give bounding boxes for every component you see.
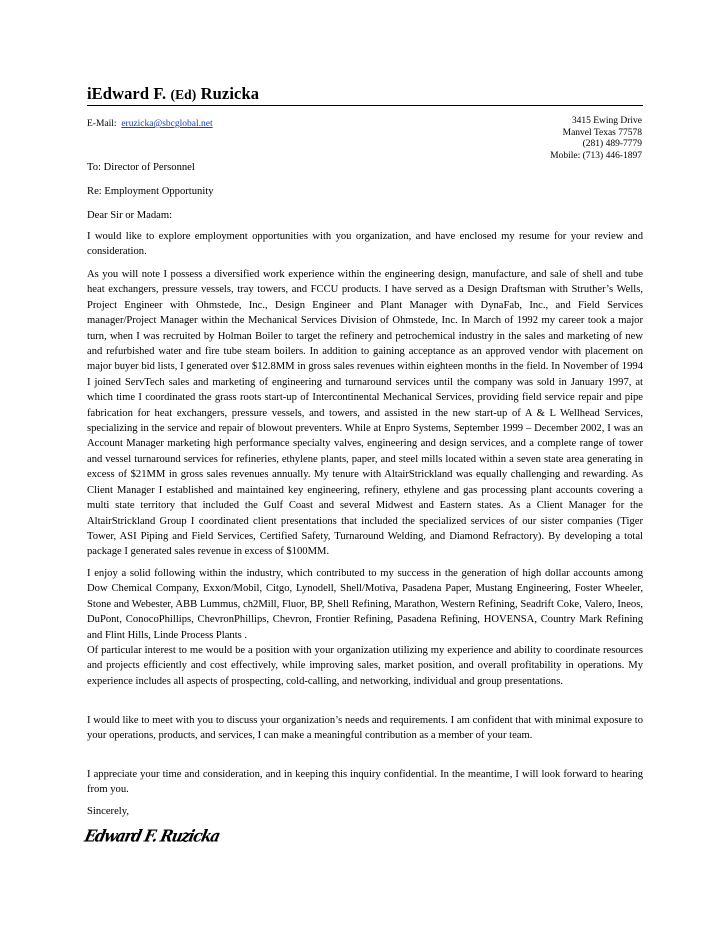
to-line: To: Director of Personnel: [87, 162, 195, 173]
paragraph-closing: [87, 767, 643, 798]
name-prefix: iEdward F.: [87, 84, 171, 103]
name-surname: Ruzicka: [196, 84, 260, 103]
paragraph-intro: [87, 229, 643, 260]
paragraph-interest: [87, 643, 643, 689]
address-city: Manvel Texas 77578: [562, 127, 642, 138]
address-mobile: Mobile: (713) 446-1897: [550, 150, 642, 161]
sender-name: [87, 84, 259, 104]
closing: Sincerely,: [87, 806, 129, 817]
paragraph-text: I enjoy a solid following within the industry, which contributed to my success in the generation of high dollar accounts among Dow Chemical Company, Exxon/Mobil, Citgo, Lynodell, Shell/Motiva, Pasadena Paper, Mustang Engineering, Foster Wheeler, Stone and Webester, ABB Lummus, ch2Mill, Fluor, BP, Shell Refining, Marathon, Western Refining, Seadrift Coke, Valero, Ineos, DuPont, ConocoPhillips, ChevronPhillips, Chevron, Frontier Refining, Pasadena Refining, HOVENSA, Country Mark Refining and Flint Hills, Linde Process Plants .: [87, 568, 643, 641]
email-label: E-Mail:: [87, 119, 117, 129]
sender-address: [550, 116, 642, 162]
paragraph-text: Of particular interest to me would be a position with your organization utilizing my experience and ability to coordinate resources and projects efficiently and cost effectively, while improving sales, market position, and overall profitability in operations. My experience includes all aspects of prospecting, cold-calling, and networking, individual and group presentations.: [87, 645, 643, 687]
paragraph-clients: [87, 566, 643, 643]
salutation: Dear Sir or Madam:: [87, 210, 173, 221]
paragraph-experience: [87, 267, 643, 560]
paragraph-text: I would like to explore employment opportunities with you organization, and have enclosed my resume for your review and consideration.: [87, 231, 643, 258]
paragraph-text: As you will note I possess a diversified work experience within the engineering design, manufacture, and sale of shell and tube heat exchangers, pressure vessels, tray towers, and FCCU products. I have served as a Design Draftsman with Struther’s Wells, Project Engineer with Ohmstede, Inc., Design Engineer and Plant Manager with DynaFab, Inc., and Field Services manager/Project Manager within the Mechanical Services Division of Ohmstede, Inc. In March of 1992 my career took a major turn, when I was recruited by Holman Boiler to target the refinery and petrochemical industry in the sales and marketing of new and refurbished water and fire tube steam boilers. In addition to gaining acceptance as an approved vendor with placement on major buyer bid lists, I generated over $12.8MM in gross sales revenues within eighteen months in the field. In November of 1994 I joined ServTech sales and marketing of engineering and turnaround services until the company was sold in January 1997, at which time I coordinated the grass roots start-up of Intercontinental Mechanical Services, providing field service repair and pipe fabrication for heat exchangers, pressure vessels, and towers, and assisted in the new start-up of A & L Wellhead Services, specializing in the service and repair of blowout preventers. While at Enpro Systems, September 1999 – December 2002, I was an Account Manager marketing high performance specialty valves, engineering and design services, and a complete range of tower and vessel turnaround services for refineries, ethylene plants, paper, and steel mills located within a seven state area generating in excess of $21MM in gross sales revenues annually. My tenure with AltairStrickland was equally challenging and rewarding. As Client Manager I established and maintained key engineering, refinery, ethylene and gas processing plant accounts covering a multi state territory that included the Gulf Coast and several Midwest and Eastern states. As a Client Manager for the AltairStrickland Group I coordinated client presentations that included the specialized services of our sister companies (Tiger Tower, ASI Piping and Field Services, Certified Safety, Turnaround Welding, and Diamond Refractory). By developing a total package I generated sales revenue in excess of $100MM.: [87, 269, 643, 558]
address-phone: (281) 489-7779: [582, 139, 642, 150]
address-street: 3415 Ewing Drive: [571, 116, 642, 126]
name-nickname: (Ed): [170, 87, 197, 102]
email-line: [87, 119, 213, 129]
email-link[interactable]: eruzicka@sbcglobal.net: [121, 119, 213, 129]
paragraph-text: I would like to meet with you to discuss your organization’s needs and requirements. I am confident that with minimal exposure to your operations, products, and services, I can make a meaningful contribution as a member of your team.: [87, 715, 643, 742]
re-line: Re: Employment Opportunity: [87, 186, 214, 197]
paragraph-meeting: [87, 713, 643, 744]
signature: Edward F. Ruzicka: [82, 826, 222, 846]
header-divider: [87, 105, 643, 106]
paragraph-text: I appreciate your time and consideration, and in keeping this inquiry confidential. In the meantime, I will look forward to hearing from you.: [87, 769, 643, 796]
